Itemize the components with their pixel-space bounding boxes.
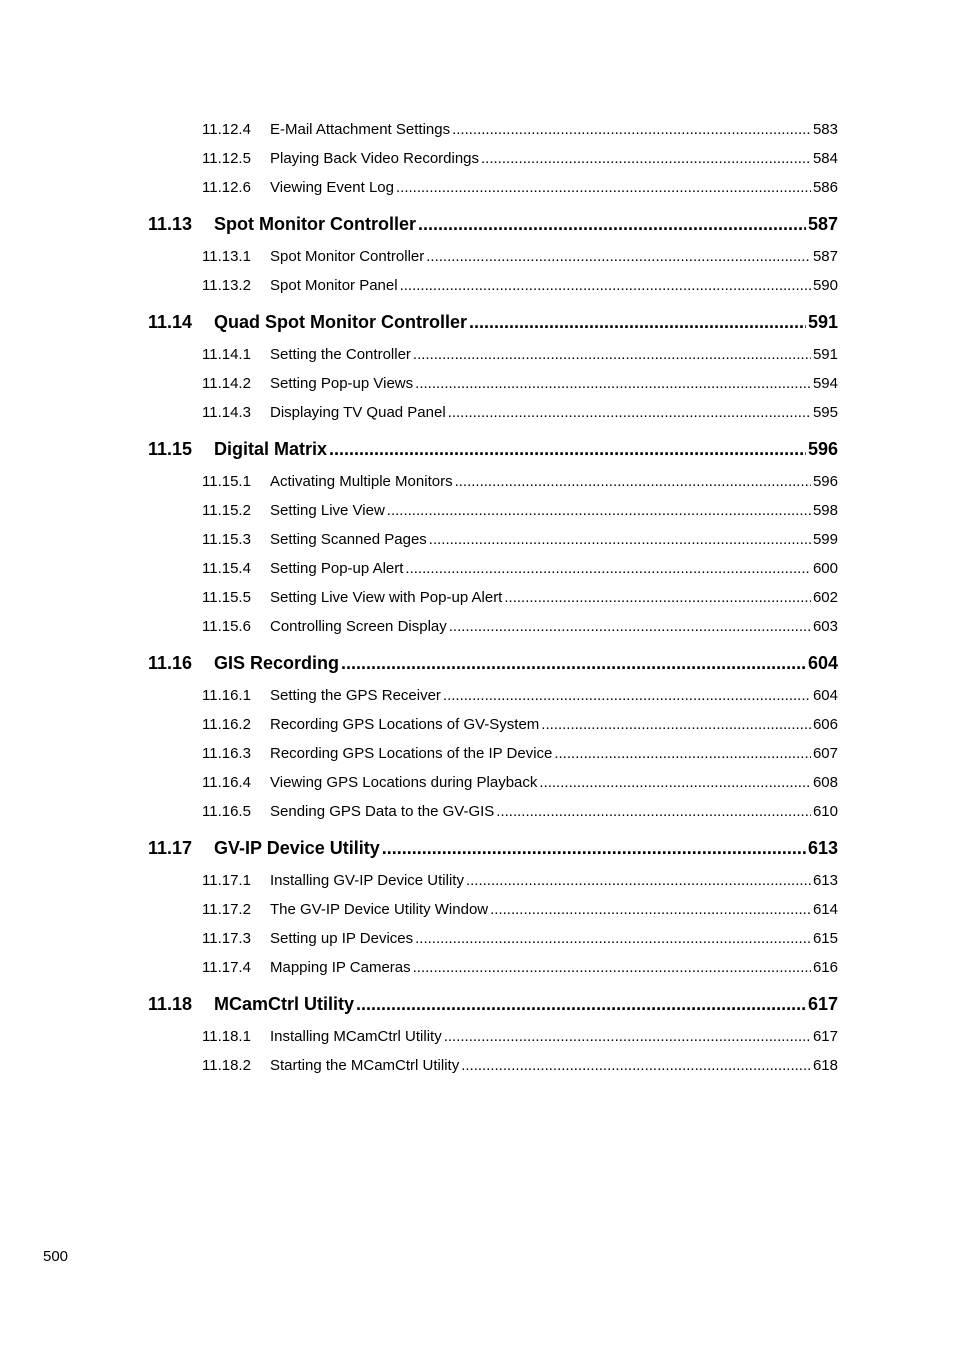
toc-entry-number: 11.18.1	[202, 1028, 251, 1045]
toc-entry-title: Controlling Screen Display	[270, 618, 447, 635]
toc-entry-title: Starting the MCamCtrl Utility	[270, 1057, 460, 1074]
toc-entry-number: 11.14.2	[202, 375, 251, 392]
toc-entry-page: 615	[812, 930, 838, 947]
toc-entry-number: 11.15.1	[202, 473, 251, 490]
toc-entry-page: 614	[812, 901, 838, 918]
toc-entry-number: 11.14	[148, 312, 193, 332]
toc-entry-page: 617	[812, 1028, 838, 1045]
toc-entry[interactable]	[148, 612, 838, 641]
toc-section-heading[interactable]	[148, 986, 838, 1022]
toc-entry-page: 617	[807, 994, 838, 1014]
dot-leader	[413, 340, 811, 369]
toc-entry-title: Recording GPS Locations of the IP Device	[270, 745, 553, 762]
toc-entry-page: 608	[812, 774, 838, 791]
toc-entry[interactable]	[148, 144, 838, 173]
toc-entry[interactable]	[148, 953, 838, 982]
dot-leader	[396, 173, 811, 202]
toc-entry-page: 591	[812, 346, 838, 363]
dot-leader	[481, 144, 811, 173]
toc-entry-number: 11.18	[148, 994, 193, 1014]
toc-entry-number: 11.12.6	[202, 179, 251, 196]
toc-entry-title: Setting up IP Devices	[270, 930, 414, 947]
toc-entry-title: Setting Pop-up Views	[270, 375, 414, 392]
toc-entry-page: 591	[807, 312, 838, 332]
toc-entry-title: Activating Multiple Monitors	[270, 473, 453, 490]
toc-entry-number: 11.13.2	[202, 277, 251, 294]
toc-section-heading[interactable]	[148, 431, 838, 467]
toc-entry[interactable]	[148, 271, 838, 300]
dot-leader	[554, 739, 811, 768]
toc-entry-number: 11.15.2	[202, 502, 251, 519]
toc-entry-title: Playing Back Video Recordings	[270, 150, 480, 167]
dot-leader	[469, 304, 806, 340]
toc-entry-title: Setting the GPS Receiver	[270, 687, 441, 704]
dot-leader	[461, 1051, 811, 1080]
toc-entry-number: 11.17	[148, 838, 193, 858]
toc-entry-title: Setting Pop-up Alert	[270, 560, 404, 577]
toc-entry[interactable]	[148, 1022, 838, 1051]
toc-entry-title: Setting Scanned Pages	[270, 531, 427, 548]
toc-entry-number: 11.12.4	[202, 121, 251, 138]
toc-entry-number: 11.13	[148, 214, 193, 234]
toc-entry[interactable]	[148, 583, 838, 612]
toc-entry-title: Displaying TV Quad Panel	[270, 404, 446, 421]
toc-entry-page: 584	[812, 150, 838, 167]
dot-leader	[466, 866, 811, 895]
toc-entry[interactable]	[148, 797, 838, 826]
dot-leader	[415, 924, 811, 953]
toc-entry-number: 11.17.4	[202, 959, 251, 976]
toc-entry-page: 606	[812, 716, 838, 733]
toc-entry-page: 586	[812, 179, 838, 196]
toc-entry[interactable]	[148, 398, 838, 427]
toc-entry-page: 616	[812, 959, 838, 976]
toc-entry[interactable]	[148, 340, 838, 369]
toc-entry-number: 11.16.1	[202, 687, 251, 704]
toc-entry-number: 11.16.4	[202, 774, 251, 791]
toc-entry[interactable]	[148, 173, 838, 202]
toc-entry-title: Viewing GPS Locations during Playback	[270, 774, 538, 791]
toc-entry-page: 587	[812, 248, 838, 265]
toc-entry-title: Mapping IP Cameras	[270, 959, 411, 976]
toc-entry-number: 11.15.4	[202, 560, 251, 577]
toc-entry-page: 603	[812, 618, 838, 635]
toc-entry-number: 11.18.2	[202, 1057, 251, 1074]
dot-leader	[452, 115, 811, 144]
dot-leader	[504, 583, 811, 612]
toc-entry-title: Recording GPS Locations of GV-System	[270, 716, 540, 733]
dot-leader	[541, 710, 811, 739]
toc-entry-number: 11.12.5	[202, 150, 251, 167]
dot-leader	[443, 681, 811, 710]
toc-section-heading[interactable]	[148, 304, 838, 340]
toc-entry-title: GV-IP Device Utility	[214, 838, 380, 858]
toc-entry[interactable]	[148, 924, 838, 953]
toc-entry[interactable]	[148, 681, 838, 710]
toc-entry-page: 602	[812, 589, 838, 606]
dot-leader	[490, 895, 811, 924]
toc-entry-number: 11.16.3	[202, 745, 251, 762]
toc-entry-page: 607	[812, 745, 838, 762]
dot-leader	[382, 830, 806, 866]
toc-entry-page: 598	[812, 502, 838, 519]
toc-entry-page: 596	[812, 473, 838, 490]
dot-leader	[444, 1022, 811, 1051]
toc-entry-number: 11.15.5	[202, 589, 251, 606]
toc-entry-page: 587	[807, 214, 838, 234]
toc-section-heading[interactable]	[148, 830, 838, 866]
dot-leader	[496, 797, 811, 826]
toc-entry-number: 11.15.6	[202, 618, 251, 635]
toc-entry[interactable]	[148, 554, 838, 583]
toc-entry-title: The GV-IP Device Utility Window	[270, 901, 489, 918]
toc-entry-number: 11.17.3	[202, 930, 251, 947]
toc-entry-number: 11.14.3	[202, 404, 251, 421]
toc-entry-page: 610	[812, 803, 838, 820]
toc-entry-title: Setting the Controller	[270, 346, 411, 363]
toc-entry-title: MCamCtrl Utility	[214, 994, 355, 1014]
toc-entry[interactable]	[148, 1051, 838, 1080]
dot-leader	[449, 612, 811, 641]
toc-entry-title: GIS Recording	[214, 653, 340, 673]
toc-entry-number: 11.17.2	[202, 901, 251, 918]
toc-entry-page: 613	[812, 872, 838, 889]
toc-entry-number: 11.14.1	[202, 346, 251, 363]
toc-entry[interactable]	[148, 115, 838, 144]
table-of-contents	[148, 115, 838, 1080]
toc-entry-title: E-Mail Attachment Settings	[270, 121, 451, 138]
toc-entry-title: Viewing Event Log	[270, 179, 394, 196]
toc-entry-page: 595	[812, 404, 838, 421]
toc-entry-page: 599	[812, 531, 838, 548]
dot-leader	[356, 986, 806, 1022]
toc-entry-page: 618	[812, 1057, 838, 1074]
toc-entry-page: 604	[812, 687, 838, 704]
toc-entry-number: 11.16.2	[202, 716, 251, 733]
toc-entry[interactable]	[148, 525, 838, 554]
toc-entry[interactable]	[148, 467, 838, 496]
dot-leader	[341, 645, 806, 681]
toc-entry-title: Spot Monitor Controller	[270, 248, 425, 265]
toc-entry[interactable]	[148, 369, 838, 398]
dot-leader	[418, 206, 806, 242]
toc-entry-page: 600	[812, 560, 838, 577]
toc-entry-page: 590	[812, 277, 838, 294]
toc-entry-title: Installing MCamCtrl Utility	[270, 1028, 442, 1045]
dot-leader	[413, 953, 811, 982]
toc-entry-title: Installing GV-IP Device Utility	[270, 872, 464, 889]
toc-section-heading[interactable]	[148, 206, 838, 242]
toc-entry-page: 604	[807, 653, 838, 673]
toc-entry-page: 583	[812, 121, 838, 138]
toc-entry[interactable]	[148, 496, 838, 525]
toc-entry-title: Setting Live View with Pop-up Alert	[270, 589, 503, 606]
toc-entry[interactable]	[148, 866, 838, 895]
toc-entry[interactable]	[148, 739, 838, 768]
toc-entry-number: 11.15.3	[202, 531, 251, 548]
toc-entry-number: 11.17.1	[202, 872, 251, 889]
toc-entry-page: 596	[807, 439, 838, 459]
dot-leader	[448, 398, 811, 427]
toc-entry[interactable]	[148, 895, 838, 924]
page-number: 500	[43, 1248, 69, 1265]
toc-entry-title: Spot Monitor Controller	[214, 214, 416, 234]
toc-entry-title: Digital Matrix	[214, 439, 328, 459]
toc-entry-title: Setting Live View	[270, 502, 385, 519]
toc-entry[interactable]	[148, 242, 838, 271]
dot-leader	[429, 525, 811, 554]
dot-leader	[415, 369, 811, 398]
toc-entry-number: 11.16	[148, 653, 193, 673]
toc-entry-number: 11.15	[148, 439, 193, 459]
dot-leader	[455, 467, 811, 496]
toc-entry-title: Spot Monitor Panel	[270, 277, 398, 294]
toc-entry-number: 11.16.5	[202, 803, 251, 820]
toc-entry[interactable]	[148, 710, 838, 739]
dot-leader	[329, 431, 806, 467]
toc-entry-title: Sending GPS Data to the GV-GIS	[270, 803, 495, 820]
toc-entry-title: Quad Spot Monitor Controller	[214, 312, 467, 332]
toc-entry-number: 11.13.1	[202, 248, 251, 265]
toc-section-heading[interactable]	[148, 645, 838, 681]
toc-entry-page: 594	[812, 375, 838, 392]
dot-leader	[539, 768, 811, 797]
toc-entry-page: 613	[807, 838, 838, 858]
dot-leader	[400, 271, 811, 300]
dot-leader	[426, 242, 811, 271]
dot-leader	[405, 554, 811, 583]
toc-entry[interactable]	[148, 768, 838, 797]
dot-leader	[387, 496, 811, 525]
